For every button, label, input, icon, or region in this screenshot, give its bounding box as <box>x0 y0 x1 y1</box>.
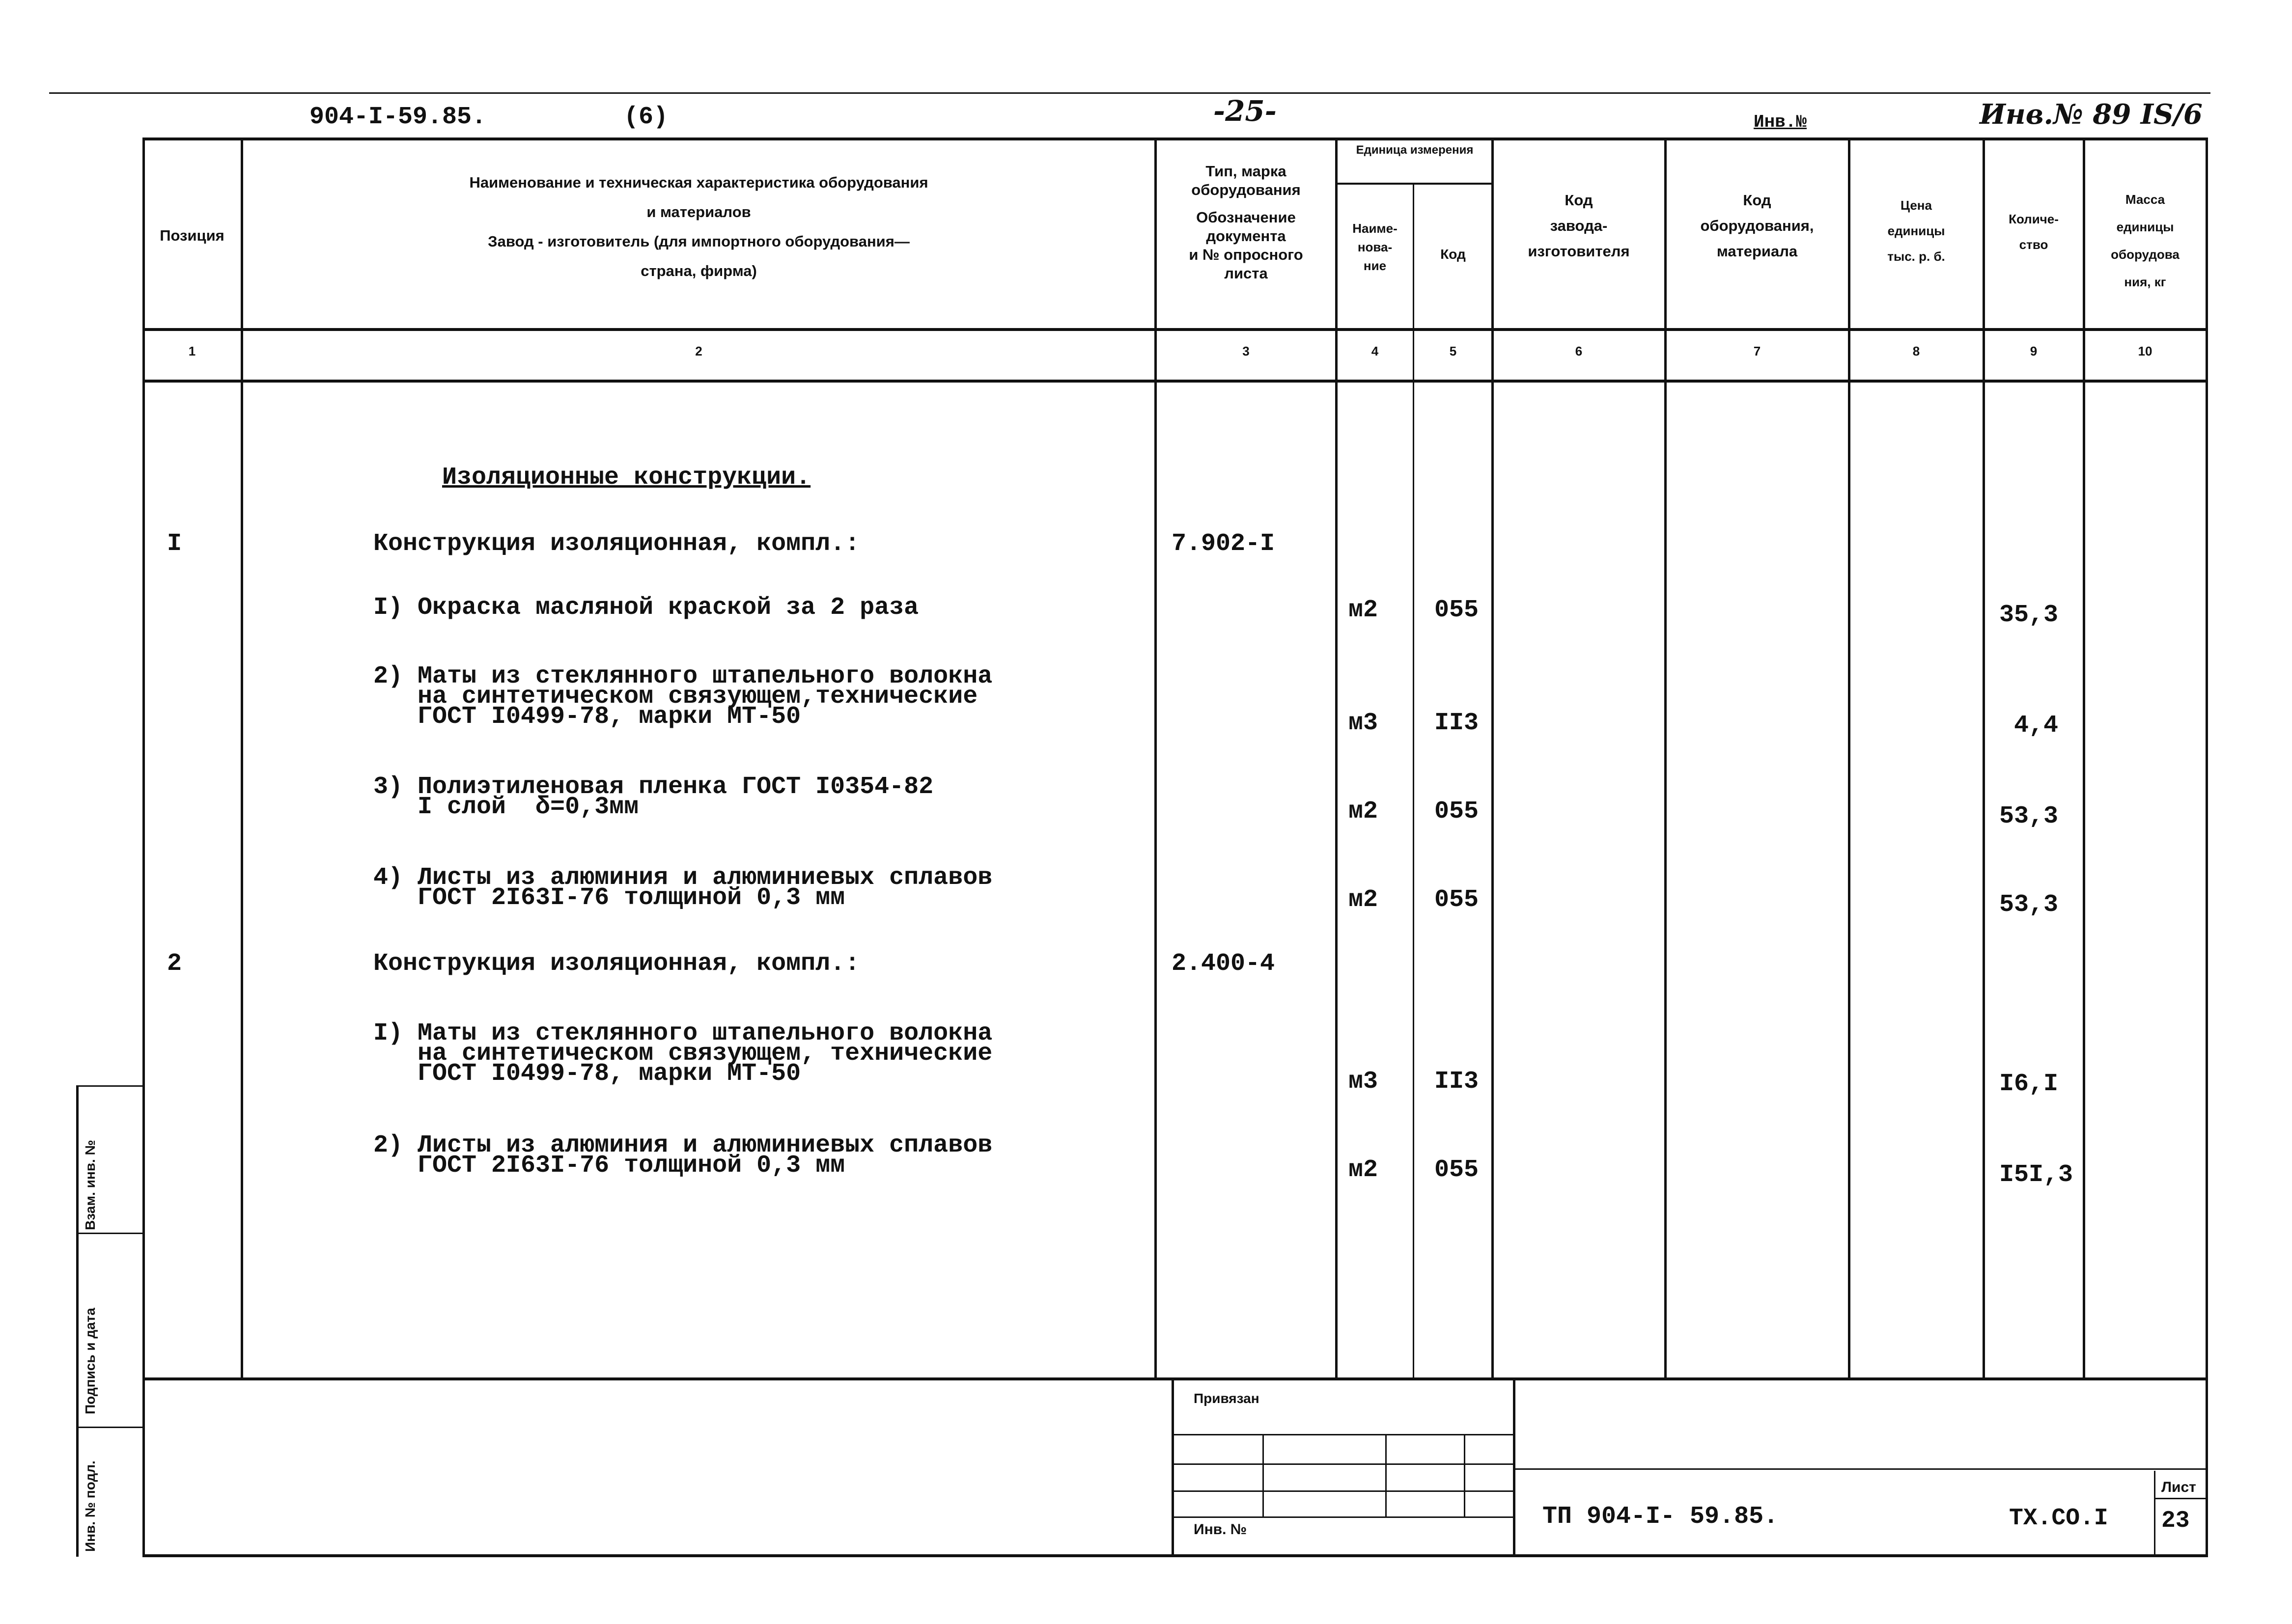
colnum-bottom-line <box>142 380 2206 383</box>
stamp-left-divider <box>1172 1377 1174 1554</box>
hdr-col10-line4: ния, кг <box>2124 275 2166 289</box>
sheet-divider <box>2154 1471 2155 1554</box>
header-bottom-line <box>142 328 2206 331</box>
colnum-10: 10 <box>2138 344 2152 358</box>
row3-unit: м3 <box>1348 709 1378 737</box>
page-number: -25- <box>1213 94 1277 128</box>
row7-unit: м3 <box>1348 1068 1378 1096</box>
col-line-2 <box>1154 138 1157 1377</box>
row4-qty: 53,3 <box>1999 802 2059 830</box>
row5-name-line1: 4) Листы из алюминия и алюминиевых сплавов <box>373 864 993 892</box>
row2-unit: м2 <box>1348 596 1378 624</box>
col-line-7 <box>1848 138 1850 1377</box>
hdr-col6-line1: Код <box>1565 192 1593 209</box>
row8-name-line2: ГОСТ 2I63I-76 толщиной 0,3 мм <box>373 1152 845 1180</box>
col-line-6 <box>1664 138 1667 1377</box>
row3-name-line1: 2) Маты из стеклянного штапельного волокна <box>373 662 993 690</box>
colnum-2: 2 <box>695 344 702 358</box>
col-line-8 <box>1983 138 1985 1377</box>
table-top-line <box>142 138 2206 140</box>
colnum-1: 1 <box>188 344 196 358</box>
row1-name: Конструкция изоляционная, компл.: <box>373 530 860 558</box>
hdr-col3-line4: документа <box>1206 227 1286 245</box>
row5-name-line2: ГОСТ 2I63I-76 толщиной 0,3 мм <box>373 884 845 912</box>
row1-type: 7.902-I <box>1172 530 1275 558</box>
hdr-col5: Код <box>1440 247 1466 262</box>
hdr-col8-line1: Цена <box>1901 198 1932 213</box>
colnum-9: 9 <box>2030 344 2038 358</box>
hdr-col10-line3: оборудова <box>2111 247 2180 262</box>
side-strip-h2 <box>76 1427 145 1428</box>
row7-code: II3 <box>1434 1068 1479 1096</box>
hdr-col3-line5: и № опросного <box>1189 246 1303 263</box>
row2-name-line1: I) Окраска масляной краской за 2 раза <box>373 594 919 622</box>
hdr-col2-line4: страна, фирма) <box>641 262 757 279</box>
row4-name-line1: 3) Полиэтиленовая пленка ГОСТ I0354-82 <box>373 773 934 801</box>
row8-code: 055 <box>1434 1156 1479 1184</box>
row1-position: I <box>167 530 182 558</box>
stamp-grid-h2 <box>1174 1463 1513 1465</box>
hdr-col2-line2: и материалов <box>646 203 751 220</box>
titleblock-line <box>1513 1468 2206 1470</box>
inv-label: Инв.№ <box>1754 112 1807 132</box>
row7-name-line2: на синтетическом связующем, технические <box>373 1040 993 1068</box>
side-label-vzam: Взам. инв. № <box>83 1140 98 1230</box>
row6-type: 2.400-4 <box>1172 950 1275 978</box>
row5-unit: м2 <box>1348 886 1378 914</box>
stamp-grid-h4 <box>1174 1516 1513 1518</box>
hdr-col7-line2: оборудования, <box>1700 217 1814 234</box>
row4-code: 055 <box>1434 798 1479 826</box>
hdr-col6-line3: изготовителя <box>1528 243 1630 260</box>
hdr-col4-line2: нова- <box>1357 240 1393 254</box>
stamp-privyazan: Привязан <box>1194 1391 1259 1406</box>
col-line-1 <box>241 138 243 1377</box>
row7-name-line1: I) Маты из стеклянного штапельного волокна <box>373 1019 993 1047</box>
col-line-5 <box>1491 138 1494 1377</box>
row2-code: 055 <box>1434 596 1479 624</box>
hdr-col4-line3: ние <box>1363 258 1387 273</box>
table-bottom-line <box>142 1377 2206 1380</box>
top-border-line <box>49 92 2210 94</box>
side-strip-left <box>76 1085 79 1557</box>
row4-unit: м2 <box>1348 798 1378 826</box>
hdr-col6 <box>1493 188 1664 264</box>
hdr-col10-line2: единицы <box>2116 220 2174 234</box>
hdr-col10-line1: Масса <box>2125 192 2165 207</box>
hdr-col2-line1: Наименование и техническая характеристика оборудования <box>469 174 928 191</box>
row2-qty: 35,3 <box>1999 601 2059 629</box>
project-code: 904-I-59.85. <box>309 103 487 131</box>
hdr-col9-line2: ство <box>2019 237 2048 252</box>
hdr-col8-line2: единицы <box>1887 223 1945 238</box>
row8-unit: м2 <box>1348 1156 1378 1184</box>
colnum-5: 5 <box>1449 344 1457 358</box>
row8-qty: I5I,3 <box>1999 1161 2073 1189</box>
sheet-code: ТХ.СО.I <box>2009 1505 2108 1532</box>
row5-qty: 53,3 <box>1999 891 2059 919</box>
hdr-col3-line1: Тип, марка <box>1205 163 1286 180</box>
side-strip-top <box>76 1085 145 1087</box>
hdr-col7-line3: материала <box>1716 243 1798 260</box>
inv-handwritten: Инв.№ 89 IS/6 <box>1980 98 2203 131</box>
doc-code: ТП 904-I- 59.85. <box>1542 1503 1779 1531</box>
hdr-col10 <box>2085 186 2206 296</box>
col-line-4 <box>1413 185 1414 1377</box>
row8-name-line1: 2) Листы из алюминия и алюминиевых сплавов <box>373 1131 993 1159</box>
sheet-label-line <box>2154 1498 2206 1499</box>
row3-code: II3 <box>1434 709 1479 737</box>
hdr-col8 <box>1850 193 1983 269</box>
row7-name-line3: ГОСТ I0499-78, марки МТ-50 <box>373 1060 801 1088</box>
stamp-bottom-line <box>142 1554 2208 1557</box>
row3-qty: 4,4 <box>2014 712 2059 740</box>
stamp-grid-v3 <box>1464 1434 1465 1516</box>
sheet-number: 23 <box>2161 1508 2190 1534</box>
hdr-col3-line3: Обозначение <box>1196 209 1296 226</box>
section-title: Изоляционные конструкции. <box>442 464 811 492</box>
row5-code: 055 <box>1434 886 1479 914</box>
stamp-grid-h3 <box>1174 1490 1513 1492</box>
album-number: (6) <box>624 103 669 131</box>
hdr-col1: Позиция <box>160 227 224 244</box>
stamp-mid-divider <box>1513 1377 1515 1554</box>
hdr-col3-line6: листа <box>1224 265 1268 282</box>
colnum-6: 6 <box>1575 344 1583 358</box>
stamp-grid-v1 <box>1262 1434 1264 1516</box>
hdr-col4-line1: Наиме- <box>1352 221 1398 236</box>
stamp-grid-h1 <box>1174 1434 1513 1435</box>
side-strip-h1 <box>76 1233 145 1234</box>
hdr-col2 <box>243 173 1154 281</box>
side-label-inv-podl: Инв. № подл. <box>83 1460 98 1552</box>
hdr-col6-line2: завода- <box>1550 217 1608 234</box>
hdr-col4 <box>1337 219 1413 275</box>
hdr-unit-group: Единица измерения <box>1356 143 1474 157</box>
hdr-col7-line1: Код <box>1743 192 1771 209</box>
hdr-col3-line2: оборудования <box>1191 181 1301 198</box>
row4-name-line2: I слой δ=0,3мм <box>373 793 639 821</box>
colnum-4: 4 <box>1371 344 1379 358</box>
hdr-col9-line1: Количе- <box>2009 212 2059 226</box>
row6-name: Конструкция изоляционная, компл.: <box>373 950 860 978</box>
row6-position: 2 <box>167 950 182 978</box>
row3-name-line2: на синтетическом связующем,технические <box>373 683 978 711</box>
stamp-inv-no: Инв. № <box>1194 1521 1247 1538</box>
colnum-7: 7 <box>1753 344 1761 358</box>
col-line-3 <box>1335 138 1338 1377</box>
row7-qty: I6,I <box>1999 1070 2059 1098</box>
colnum-3: 3 <box>1242 344 1250 358</box>
col-line-9 <box>2083 138 2085 1377</box>
side-label-podpis: Подпись и дата <box>83 1308 98 1414</box>
col-line-10 <box>2206 138 2208 1557</box>
hdr-col8-line3: тыс. р. б. <box>1887 249 1945 264</box>
colnum-8: 8 <box>1912 344 1920 358</box>
hdr-col3 <box>1157 162 1335 283</box>
stamp-grid-v2 <box>1385 1434 1387 1516</box>
row3-name-line3: ГОСТ I0499-78, марки МТ-50 <box>373 703 801 731</box>
hdr-col9 <box>1985 206 2083 257</box>
sheet-label: Лист <box>2161 1479 2196 1495</box>
hdr-col7 <box>1666 188 1848 264</box>
hdr-col2-line3: Завод - изготовитель (для импортного оборудования— <box>488 233 910 250</box>
